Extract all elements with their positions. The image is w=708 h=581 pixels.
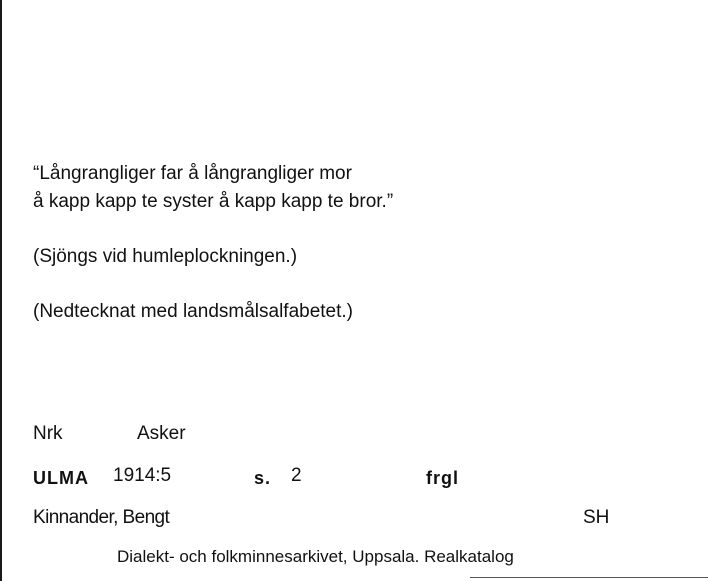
card-left-border (0, 0, 2, 581)
page-number: 2 (291, 465, 302, 486)
bottom-rule (470, 577, 708, 578)
archive-number: 1914:5 (113, 465, 172, 486)
initials: SH (583, 507, 610, 528)
region-code: Nrk (33, 423, 63, 444)
category-code: frgl (426, 468, 459, 488)
verse-line-1: “Långrangliger far å långrangliger mor (33, 163, 352, 184)
page-label: s. (254, 468, 272, 488)
verse-line-2: å kapp kapp te syster å kapp kapp te bror.” (33, 191, 394, 212)
note-sung: (Sjöngs vid humleplockningen.) (33, 246, 298, 267)
collector-name: Kinnander, Bengt (33, 507, 170, 528)
archive-code: ULMA (33, 468, 89, 488)
archive-footer: Dialekt- och folkminnesarkivet, Uppsala. Realkatalog (117, 547, 514, 566)
note-notation: (Nedtecknat med landsmålsalfabetet.) (33, 301, 353, 322)
parish-name: Asker (137, 423, 186, 444)
